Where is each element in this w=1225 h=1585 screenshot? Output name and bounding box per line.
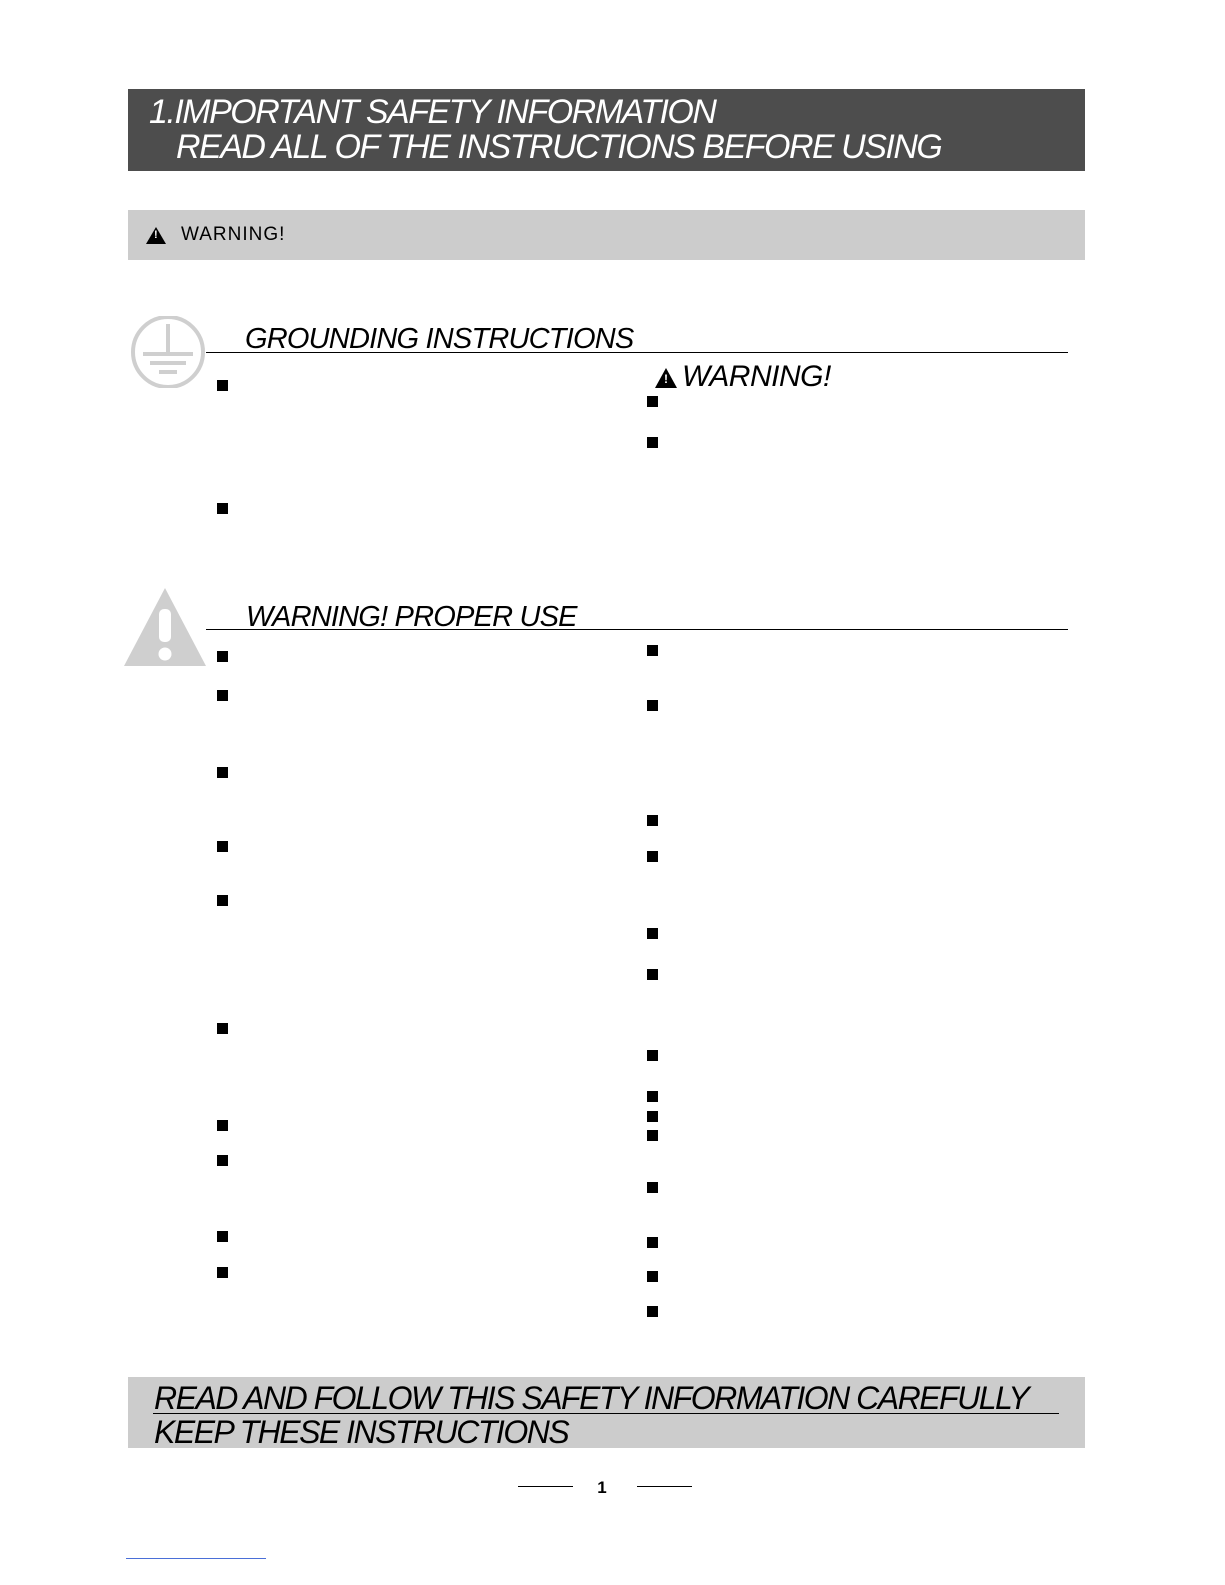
- page-number: 1: [597, 1478, 607, 1497]
- page-edge-link-underline: [126, 1558, 266, 1559]
- proper-use-bullet: [647, 1182, 658, 1193]
- grounding-bullet: [647, 396, 658, 407]
- exclamation-triangle-icon: [122, 585, 208, 669]
- grounding-bullet: [217, 503, 228, 514]
- page-title-line-2: READ ALL OF THE INSTRUCTIONS BEFORE USING: [176, 128, 942, 166]
- ground-symbol-icon: [128, 316, 208, 388]
- proper-use-bullet: [217, 895, 228, 906]
- proper-use-bullet: [647, 851, 658, 862]
- proper-use-heading-rule: [206, 629, 1068, 630]
- proper-use-bullet: [647, 1306, 658, 1317]
- grounding-heading: GROUNDING INSTRUCTIONS: [245, 323, 634, 355]
- grounding-column-warning: WARNING!: [682, 360, 831, 393]
- proper-use-bullet: [647, 1050, 658, 1061]
- grounding-heading-rule: [206, 352, 1068, 353]
- page-number-rule-left: [518, 1486, 573, 1487]
- proper-use-bullet: [647, 815, 658, 826]
- proper-use-bullet: [647, 1271, 658, 1282]
- proper-use-bullet: [647, 700, 658, 711]
- warning-triangle-icon: !: [146, 227, 166, 244]
- proper-use-bullet: [217, 690, 228, 701]
- proper-use-bullet: [647, 645, 658, 656]
- proper-use-bullet: [217, 1120, 228, 1131]
- grounding-bullet: [647, 437, 658, 448]
- proper-use-bullet: [217, 1155, 228, 1166]
- warning-bar-label: WARNING!: [181, 224, 286, 245]
- proper-use-bullet: [647, 1130, 658, 1141]
- proper-use-heading: WARNING! PROPER USE: [246, 601, 577, 633]
- footer-line-1: READ AND FOLLOW THIS SAFETY INFORMATION CAREFULLY: [154, 1380, 1029, 1416]
- title-banner: [128, 89, 1085, 171]
- proper-use-bullet: [217, 651, 228, 662]
- proper-use-bullet: [217, 1023, 228, 1034]
- proper-use-bullet: [217, 1231, 228, 1242]
- page-title-line-1: 1.IMPORTANT SAFETY INFORMATION: [149, 93, 716, 131]
- proper-use-bullet: [647, 1237, 658, 1248]
- page-number-rule-right: [637, 1486, 692, 1487]
- proper-use-bullet: [217, 1267, 228, 1278]
- proper-use-bullet: [647, 1091, 658, 1102]
- proper-use-bullet: [217, 841, 228, 852]
- grounding-bullet: [217, 380, 228, 391]
- proper-use-bullet: [217, 767, 228, 778]
- footer-underline: [153, 1413, 1059, 1414]
- proper-use-bullet: [647, 928, 658, 939]
- proper-use-bullet: [647, 1111, 658, 1122]
- footer-line-2: KEEP THESE INSTRUCTIONS: [154, 1414, 569, 1450]
- proper-use-bullet: [647, 969, 658, 980]
- column-warning-icon: !: [655, 368, 677, 388]
